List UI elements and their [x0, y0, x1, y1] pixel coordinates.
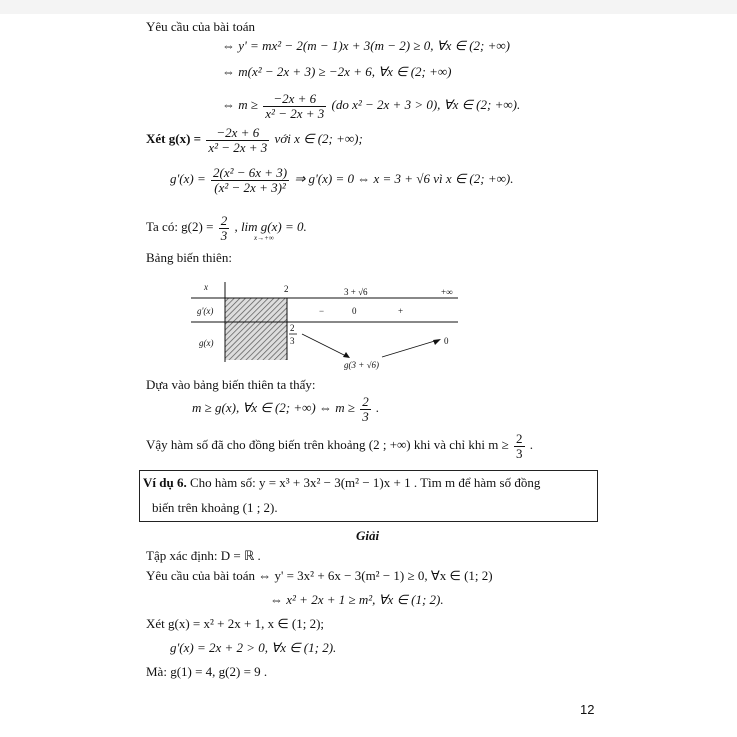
sign-negative: − [319, 306, 325, 316]
x-value-2: 2 [284, 284, 289, 294]
top-bar [0, 0, 737, 14]
eq3-numerator: −2x + 6 [263, 92, 326, 107]
values-suffix: , lim g(x) = 0. [234, 219, 307, 234]
values-numerator: 2 [220, 212, 228, 228]
eq3-fraction [263, 92, 326, 121]
deriv-fraction [211, 166, 289, 195]
table-hatched-region [225, 298, 287, 360]
conc-prefix: m ≥ g(x), ∀x ∈ (2; +∞) ⇔ m ≥ [192, 400, 355, 415]
def-g-suffix: với x ∈ (2; +∞); [274, 131, 363, 146]
equation-line-1: ⇔ y' = mx² − 2(m − 1)x + 3(m − 2) ≥ 0, ∀x ∈ (2; +∞) [222, 38, 510, 53]
conclusion-inequality [192, 393, 379, 424]
final-denominator: 3 [516, 445, 523, 461]
row-label-gprime: g'(x) [197, 306, 214, 316]
decreasing-arrow [302, 334, 348, 357]
final-suffix: . [529, 437, 533, 452]
row-label-g: g(x) [199, 338, 214, 348]
sign-zero: 0 [352, 306, 357, 316]
conc-numerator: 2 [362, 393, 369, 409]
g-end-value: 0 [444, 336, 449, 346]
conc-suffix: . [376, 400, 380, 415]
requirement-line-2: Yêu cầu của bài toán ⇔ y' = 3x² + 6x − 3(m² − 1) ≥ 0, ∀x ∈ (1; 2) [146, 568, 493, 583]
values-line-2: Mà: g(1) = 4, g(2) = 9 . [146, 664, 268, 679]
eq3-prefix: ⇔ m ≥ [222, 97, 259, 112]
final-fraction [514, 432, 525, 461]
def-g-prefix: Xét g(x) = [146, 131, 202, 146]
example-line-1 [143, 475, 540, 491]
def-g-numerator: −2x + 6 [206, 126, 269, 141]
deriv-denominator: (x² − 2x + 3)² [214, 179, 286, 195]
values-denominator: 3 [220, 227, 228, 243]
variation-table [186, 278, 466, 374]
increasing-arrowhead [433, 339, 441, 345]
final-answer [146, 430, 533, 461]
x-value-critical: 3 + √6 [344, 287, 368, 297]
limit-subscript: x→+∞ [254, 234, 274, 242]
values-fraction [219, 214, 230, 243]
def-g-fraction [206, 126, 269, 155]
definition-g [146, 124, 363, 155]
increasing-arrow [382, 340, 438, 357]
final-prefix: Vậy hàm số đã cho đồng biến trên khoảng (2 ; +∞) khi và chỉ khi m ≥ [146, 437, 509, 452]
solution-heading: Giải [356, 528, 380, 543]
equation-line-3 [222, 90, 520, 121]
sign-positive: + [398, 306, 404, 316]
eq3-suffix: (do x² − 2x + 3 > 0), ∀x ∈ (2; +∞). [331, 97, 521, 112]
definition-g-2: Xét g(x) = x² + 2x + 1, x ∈ (1; 2); [146, 616, 325, 631]
g-start-denominator: 3 [290, 336, 295, 346]
page-number: 12 [580, 702, 595, 717]
derivative-g [170, 164, 513, 195]
conc-fraction [360, 395, 371, 424]
derivative-g-2: g'(x) = 2x + 2 > 0, ∀x ∈ (1; 2). [170, 640, 337, 655]
deriv-suffix: ⇒ g'(x) = 0 ⇔ x = 3 + √6 vì x ∈ (2; +∞). [294, 171, 514, 186]
deriv-numerator: 2(x² − 6x + 3) [212, 164, 288, 180]
domain-line: Tập xác định: D = ℝ . [146, 548, 261, 563]
table-caption: Bảng biến thiên: [146, 250, 232, 265]
example-line-2: biến trên khoảng (1 ; 2). [152, 500, 278, 515]
deriv-prefix: g'(x) = [170, 171, 206, 186]
conclusion-intro: Dựa vào bảng biến thiên ta thấy: [146, 377, 316, 392]
eq3-denominator: x² − 2x + 3 [265, 105, 325, 121]
g-start-numerator: 2 [290, 323, 295, 333]
def-g-denominator: x² − 2x + 3 [208, 139, 268, 155]
conc-denominator: 3 [362, 408, 369, 424]
values-prefix: Ta có: g(2) = [146, 219, 214, 234]
final-numerator: 2 [516, 430, 523, 446]
values-line [146, 212, 307, 243]
equation-line-2: ⇔ m(x² − 2x + 3) ≥ −2x + 6, ∀x ∈ (2; +∞) [222, 64, 452, 79]
row-label-x: x [204, 282, 208, 292]
x-value-infinity: +∞ [441, 287, 453, 297]
equivalent-line: ⇔ x² + 2x + 1 ≥ m², ∀x ∈ (1; 2). [270, 592, 444, 607]
text-line-requirement: Yêu cầu của bài toán [146, 19, 256, 34]
example-text-1: Cho hàm số: y = x³ + 3x² − 3(m² − 1)x + 1 . Tìm m để hàm số đồng [189, 475, 541, 490]
example-label: Ví dụ 6. [143, 475, 187, 490]
g-minimum-value: g(3 + √6) [344, 360, 380, 370]
